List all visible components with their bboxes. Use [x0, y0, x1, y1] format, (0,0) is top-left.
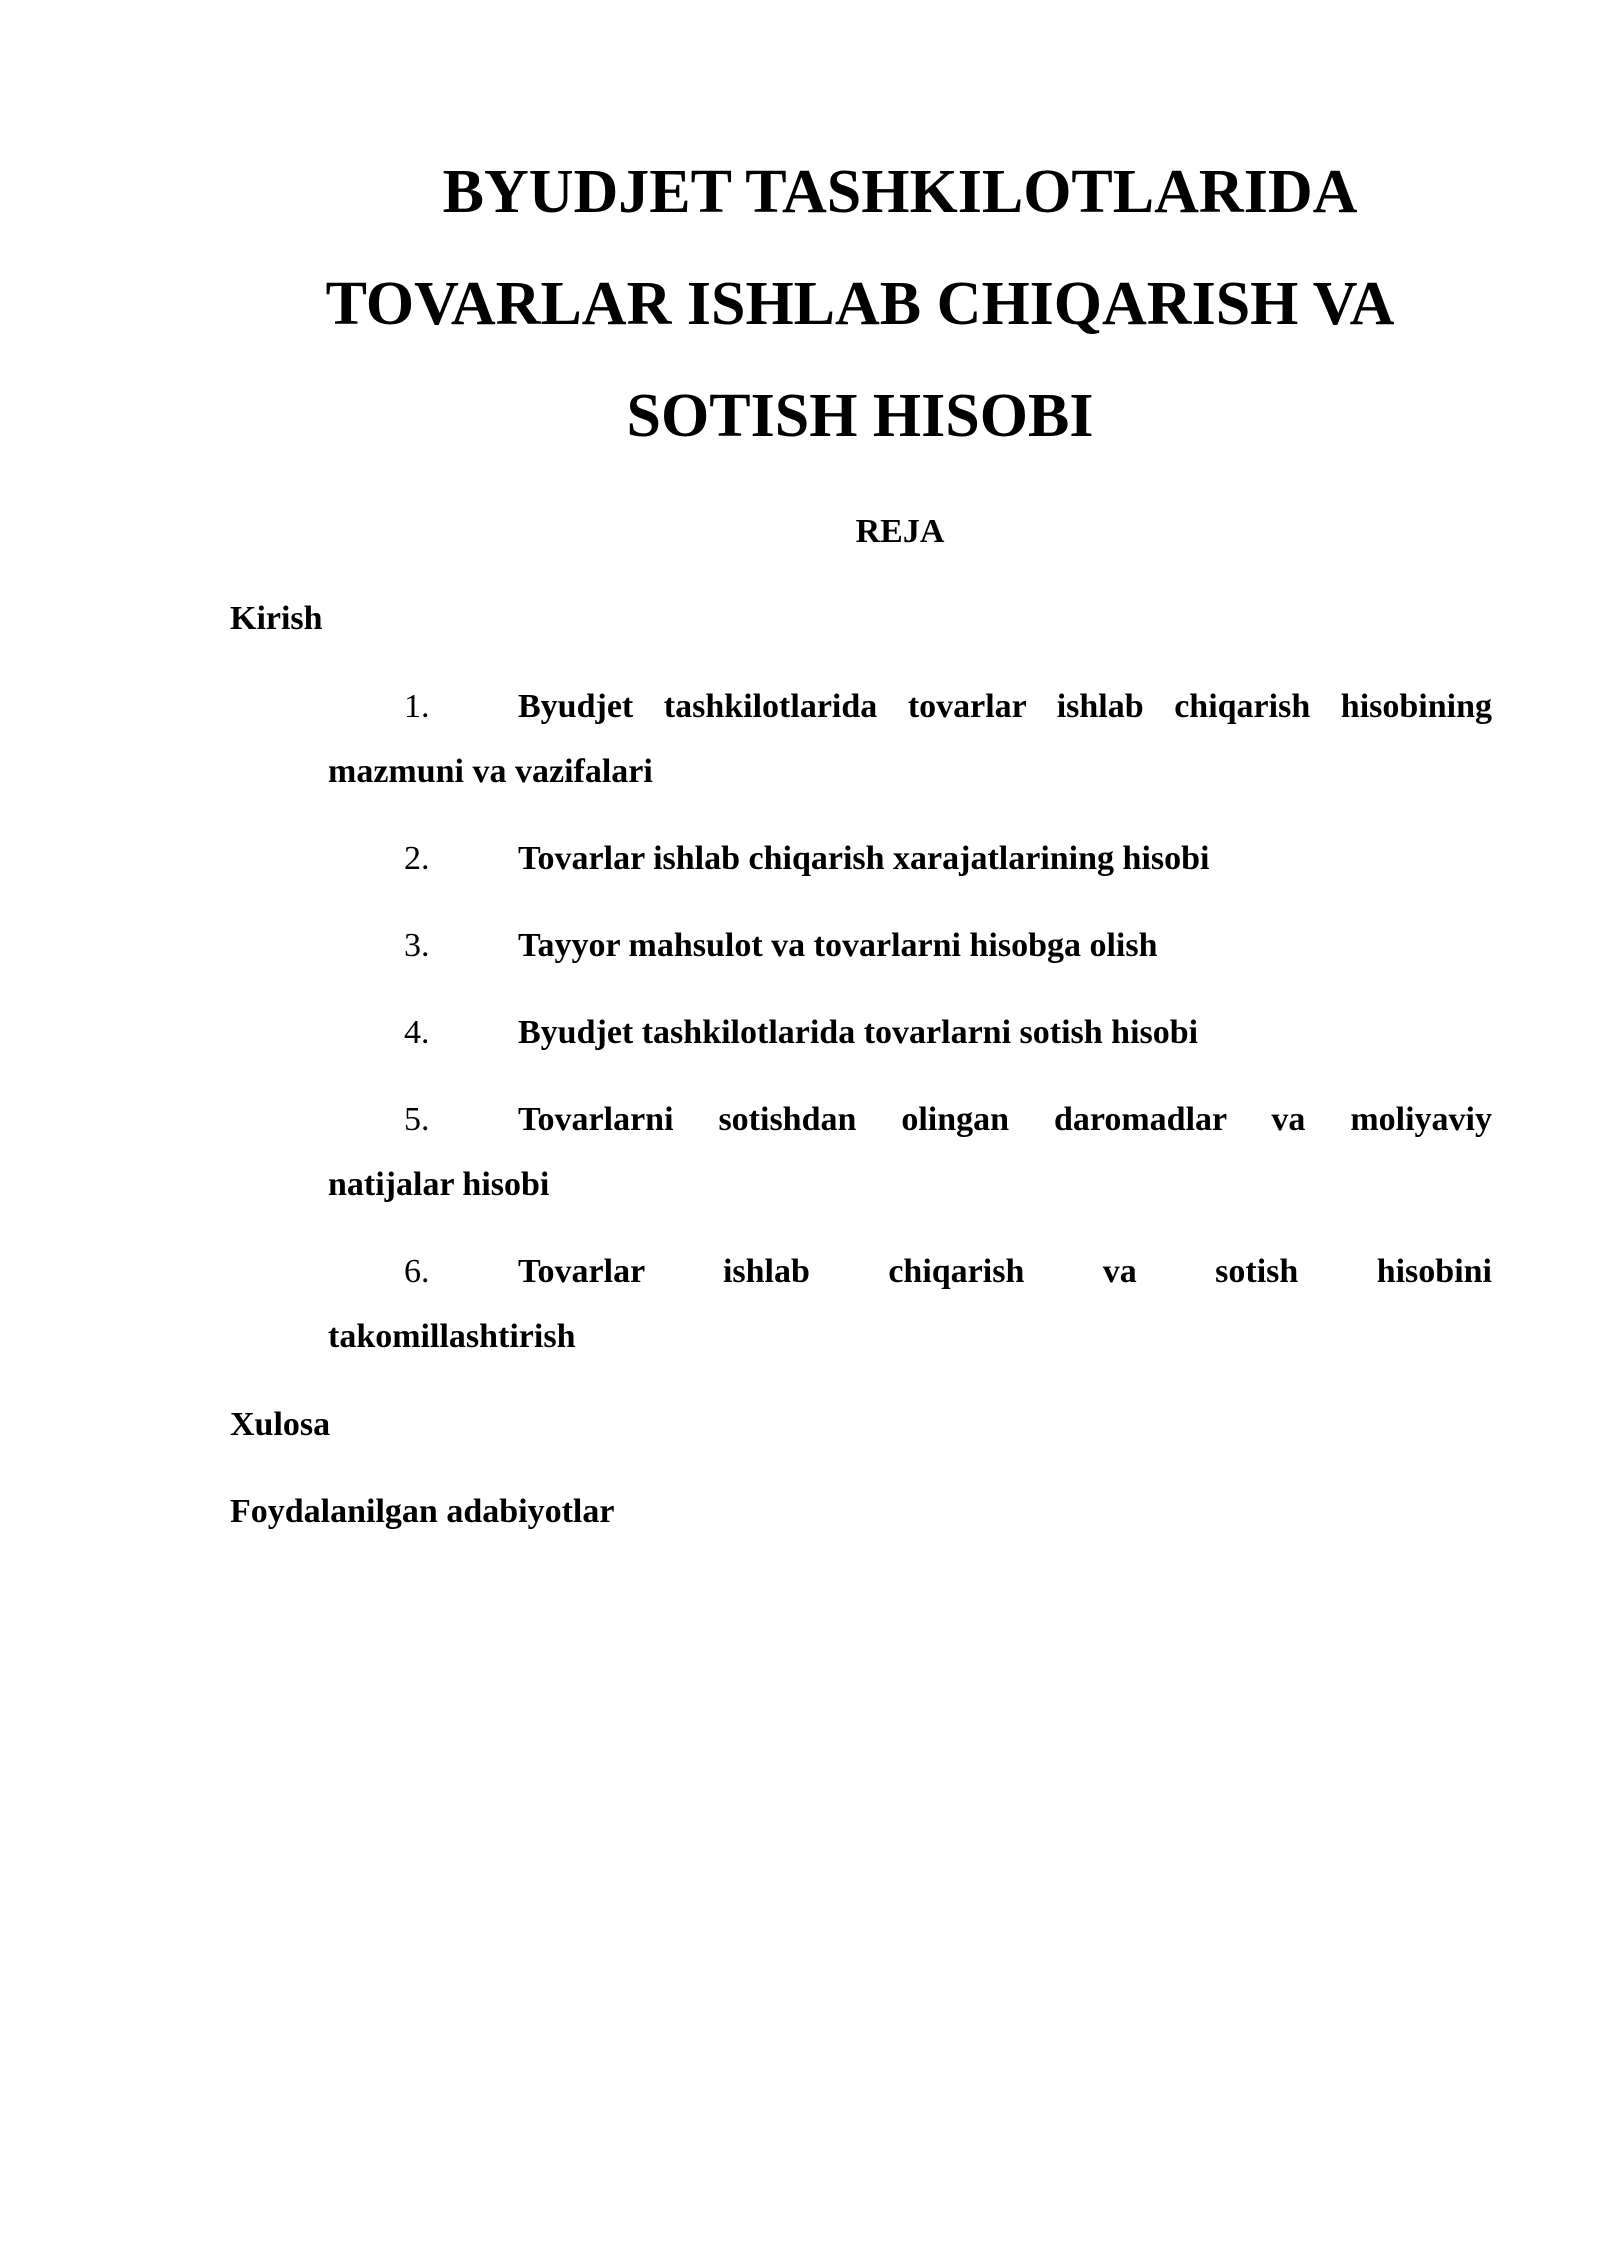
plan-item-text: Tayyor mahsulot va tovarlarni hisobga olish [518, 927, 1158, 964]
plan-item-number: 6. [404, 1253, 430, 1290]
plan-item-1 [328, 674, 1492, 804]
plan-item-text: Tovarlarni sotishdan olingan daromadlar va moliyaviy [518, 1101, 1492, 1138]
plan-item-text: Tovarlar ishlab chiqarish xarajatlarining hisobi [518, 840, 1210, 877]
plan-item-number: 4. [404, 1014, 430, 1051]
document-title-line-2: TOVARLAR ISHLAB CHIQARISH VA [325, 270, 1395, 338]
plan-item-text: Byudjet tashkilotlarida tovarlar ishlab chiqarish hisobining [518, 688, 1492, 725]
references-heading: Foydalanilgan adabiyotlar [230, 1493, 615, 1530]
plan-item-2 [328, 826, 1492, 891]
plan-heading: REJA [855, 513, 945, 550]
intro-heading: Kirish [230, 600, 323, 637]
plan-item-number: 5. [404, 1101, 430, 1138]
plan-item-3 [328, 913, 1492, 978]
plan-item-number: 1. [404, 688, 430, 725]
document-title-line-1: BYUDJET TASHKILOTLARIDA [442, 158, 1358, 226]
plan-item-number: 2. [404, 840, 430, 877]
plan-item-number: 3. [404, 927, 430, 964]
conclusion-heading: Xulosa [230, 1406, 331, 1443]
document-title-line-3: SOTISH HISOBI [626, 382, 1094, 450]
plan-item-text-continued: takomillashtirish [328, 1318, 576, 1355]
plan-item-text: Tovarlar ishlab chiqarish va sotish hisobini [518, 1253, 1492, 1290]
plan-item-5 [328, 1087, 1492, 1217]
plan-item-4 [328, 1000, 1492, 1065]
plan-item-text: Byudjet tashkilotlarida tovarlarni sotish hisobi [518, 1014, 1199, 1051]
plan-item-6 [328, 1239, 1492, 1369]
plan-item-text-continued: natijalar hisobi [328, 1166, 550, 1203]
plan-item-text-continued: mazmuni va vazifalari [328, 753, 653, 790]
